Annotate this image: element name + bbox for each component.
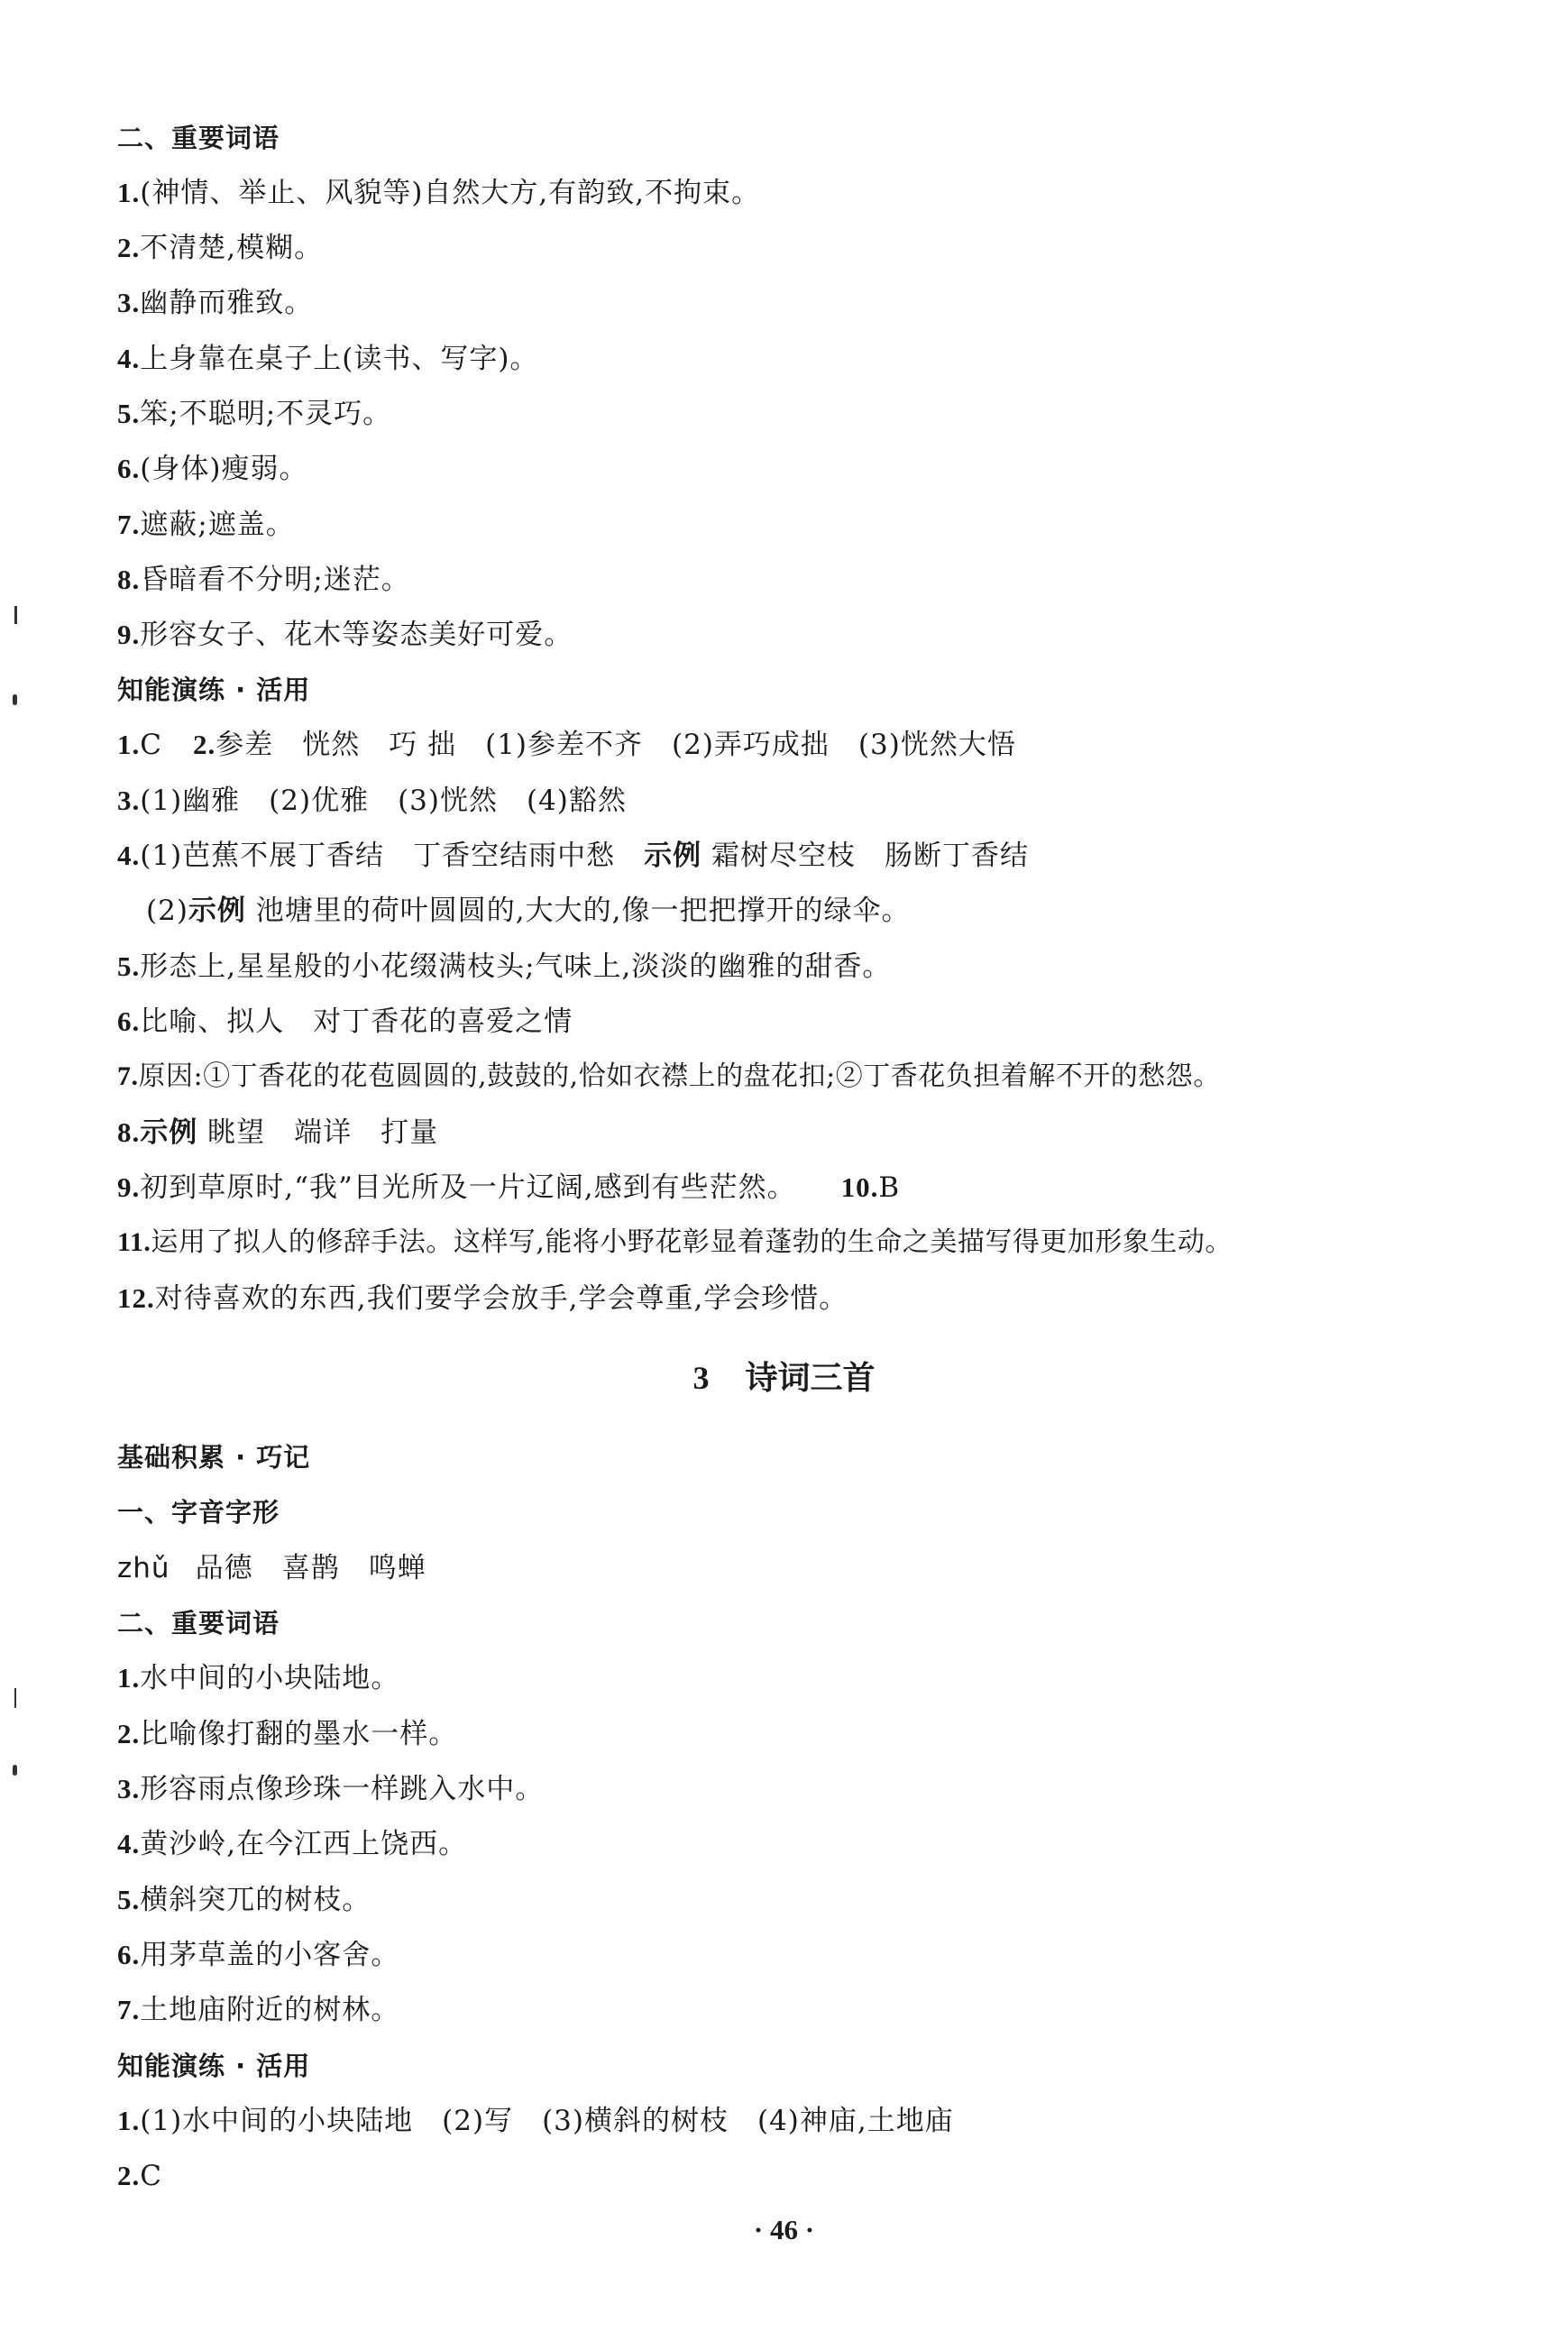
item-number: 6. [117, 1939, 141, 1970]
item-text: 昏暗看不分明;迷茫。 [140, 564, 410, 596]
lesson-name: 诗词三首 [745, 1360, 876, 1397]
lesson-title [0, 1353, 1568, 1399]
heading-vocab-2: 二、重要词语 [117, 1608, 280, 1639]
vocab-item [117, 396, 391, 432]
item-text: B [878, 1171, 901, 1204]
vocab-item [117, 1771, 544, 1807]
vocab-item [117, 451, 307, 487]
vocab-item [117, 1826, 467, 1862]
pinyin: zhǔ [117, 1552, 170, 1584]
item-text: 形态上,星星般的小花缀满枝头;气味上,淡淡的幽雅的甜香。 [140, 950, 892, 983]
answer-line [117, 838, 1029, 874]
vocab-item [117, 617, 573, 653]
item-number: 5. [117, 398, 141, 429]
item-number: 11. [117, 1227, 151, 1257]
vocab-item [117, 285, 313, 321]
scan-mark [14, 1688, 16, 1708]
item-text: 对待喜欢的东西,我们要学会放手,学会尊重,学会珍惜。 [154, 1282, 848, 1315]
answer-line [146, 893, 910, 929]
page-number: · 46 · [753, 2214, 815, 2245]
item-number: 5. [117, 1884, 141, 1915]
lesson-number: 3 [692, 1360, 710, 1396]
item-text: 不清楚,模糊。 [140, 232, 324, 264]
item-number: 2. [117, 232, 141, 263]
item-number: 9. [117, 1171, 141, 1203]
item-number: 3. [117, 785, 141, 816]
answer-line [117, 2158, 162, 2194]
item-number: 1. [117, 2105, 141, 2136]
answer-line [117, 1281, 848, 1317]
answer-line [117, 783, 627, 819]
item-number: 2. [192, 729, 216, 760]
heading-phonetics: 一、字音字形 [117, 1497, 280, 1528]
item-text: 池塘里的荷叶圆圆的,大大的,像一把把撑开的绿伞。 [245, 895, 911, 927]
item-number: 6. [117, 1005, 141, 1037]
item-text: (1)芭蕉不展丁香结 丁香空结雨中愁 [140, 840, 645, 872]
item-number: 6. [117, 453, 141, 484]
item-text: 初到草原时,“我”目光所及一片辽阔,感到有些茫然。 [140, 1171, 796, 1204]
vocab-item [117, 507, 295, 543]
answer-line [117, 949, 891, 985]
vocab-item [117, 1882, 371, 1918]
heading-practice-2: 知能演练 · 活用 [117, 2051, 311, 2081]
scan-mark [13, 694, 17, 705]
item-text: 横斜突兀的树枝。 [140, 1884, 371, 1916]
item-text: 水中间的小块陆地。 [140, 1662, 400, 1694]
item-text: 比喻像打翻的墨水一样。 [140, 1718, 458, 1750]
item-number: 12. [117, 1282, 155, 1314]
item-text: 霜树尽空枝 肠断丁香结 [701, 840, 1030, 872]
item-number: 1. [117, 1662, 141, 1694]
vocab-item [117, 1716, 457, 1752]
item-number: 5. [117, 950, 141, 982]
vocab-item [117, 562, 410, 598]
item-text: 参差 恍然 巧 拙 (1)参差不齐 (2)弄巧成拙 (3)恍然大悟 [215, 729, 1016, 761]
answer-line [117, 1059, 1221, 1095]
item-text: (神情、举止、风貌等)自然大方,有韵致,不拘束。 [140, 177, 761, 209]
item-number: 8. [117, 564, 141, 595]
item-text: 眺望 端详 打量 [197, 1116, 439, 1149]
heading-practice-1: 知能演练 · 活用 [117, 675, 311, 705]
item-text: C [140, 729, 162, 761]
item-number: 4. [117, 343, 141, 374]
item-text: 原因:①丁香花的花苞圆圆的,鼓鼓的,恰如衣襟上的盘花扣;②丁香花负担着解不开的愁怨。 [138, 1060, 1221, 1092]
answer-line [117, 2103, 954, 2139]
answer-line [117, 1170, 900, 1206]
vocab-item [117, 1992, 399, 2028]
heading-vocab-1: 二、重要词语 [117, 123, 280, 153]
item-number: 2. [117, 2160, 141, 2191]
item-text: 形容雨点像珍珠一样跳入水中。 [140, 1773, 545, 1805]
item-text: 比喻、拟人 对丁香花的喜爱之情 [140, 1005, 573, 1038]
item-text: C [140, 2160, 162, 2192]
vocab-item [117, 1660, 399, 1696]
item-text: 遮蔽;遮盖。 [140, 509, 295, 541]
item-number: 3. [117, 1773, 141, 1804]
item-number: 9. [117, 619, 141, 650]
item-text: 幽静而雅致。 [140, 287, 314, 319]
scan-mark [13, 1765, 17, 1776]
example-label: 示例 [188, 895, 246, 927]
item-text: (身体)瘦弱。 [140, 453, 308, 485]
item-text: (1)水中间的小块陆地 (2)写 (3)横斜的树枝 (4)神庙,土地庙 [140, 2105, 954, 2137]
item-number: 10. [840, 1171, 879, 1203]
heading-basic: 基础积累 · 巧记 [117, 1442, 311, 1473]
vocab-item [117, 341, 538, 377]
item-number: 4. [117, 840, 141, 871]
item-number: 1. [117, 177, 141, 208]
item-number: 2. [117, 1718, 141, 1749]
answer-line [117, 1004, 573, 1040]
scan-mark [14, 606, 17, 624]
item-text: 用茅草盖的小客舍。 [140, 1939, 400, 1971]
item-text: (2) [146, 895, 188, 927]
answer-line [117, 727, 1016, 763]
example-label: 示例 [140, 1116, 198, 1149]
vocab-item [117, 175, 760, 211]
item-text: 土地庙附近的树林。 [140, 1994, 400, 2026]
item-number: 1. [117, 729, 141, 760]
item-text: 上身靠在桌子上(读书、写字)。 [140, 343, 539, 375]
answer-line [117, 1225, 1233, 1261]
item-text: 黄沙岭,在今江西上饶西。 [140, 1828, 468, 1860]
item-number: 7. [117, 509, 141, 540]
item-text: 品德 喜鹊 鸣蝉 [195, 1552, 426, 1584]
vocab-item [117, 1937, 399, 1973]
answer-line [117, 1115, 438, 1151]
item-number: 3. [117, 287, 141, 318]
phonetics-line [117, 1550, 426, 1586]
example-label: 示例 [644, 840, 702, 872]
item-number: 7. [117, 1994, 141, 2025]
item-text: 运用了拟人的修辞手法。这样写,能将小野花彰显着蓬勃的生命之美描写得更加形象生动。 [151, 1226, 1233, 1258]
vocab-item [117, 230, 323, 266]
item-text: 笨;不聪明;不灵巧。 [140, 398, 392, 430]
item-number: 7. [117, 1061, 139, 1091]
item-number: 8. [117, 1116, 141, 1148]
item-text: (1)幽雅 (2)优雅 (3)恍然 (4)豁然 [140, 785, 627, 817]
item-number: 4. [117, 1828, 141, 1859]
item-text: 形容女子、花木等姿态美好可爱。 [140, 619, 573, 651]
